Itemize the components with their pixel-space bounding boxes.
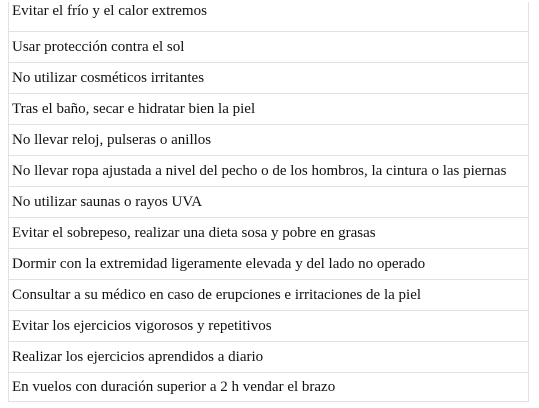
recommendation-cell: No utilizar saunas o rayos UVA xyxy=(9,187,529,218)
table-row xyxy=(9,94,529,125)
recommendation-cell: Tras el baño, secar e hidratar bien la piel xyxy=(9,94,529,125)
recommendation-cell: Consultar a su médico en caso de erupciones e irritaciones de la piel xyxy=(9,280,529,311)
recommendation-cell: No llevar ropa ajustada a nivel del pecho o de los hombros, la cintura o las piernas xyxy=(9,156,529,187)
recommendation-cell: Realizar los ejercicios aprendidos a diario xyxy=(9,342,529,373)
table-row xyxy=(9,249,529,280)
recommendation-cell: Usar protección contra el sol xyxy=(9,32,529,63)
recommendation-cell: Evitar los ejercicios vigorosos y repetitivos xyxy=(9,311,529,342)
table-row xyxy=(9,311,529,342)
recommendation-cell: Evitar el sobrepeso, realizar una dieta sosa y pobre en grasas xyxy=(9,218,529,249)
table-row xyxy=(9,2,529,32)
table-row xyxy=(9,187,529,218)
table-row xyxy=(9,218,529,249)
table-row xyxy=(9,280,529,311)
recommendations-table xyxy=(8,2,529,402)
table-row xyxy=(9,373,529,402)
recommendation-cell: En vuelos con duración superior a 2 h vendar el brazo xyxy=(9,373,529,402)
recommendation-cell: No llevar reloj, pulseras o anillos xyxy=(9,125,529,156)
table-row xyxy=(9,156,529,187)
recommendation-cell: Dormir con la extremidad ligeramente elevada y del lado no operado xyxy=(9,249,529,280)
recommendation-cell: Evitar el frío y el calor extremos xyxy=(9,2,529,32)
table-row xyxy=(9,32,529,63)
recommendation-cell: No utilizar cosméticos irritantes xyxy=(9,63,529,94)
table-row xyxy=(9,63,529,94)
table-row xyxy=(9,342,529,373)
table-row xyxy=(9,125,529,156)
